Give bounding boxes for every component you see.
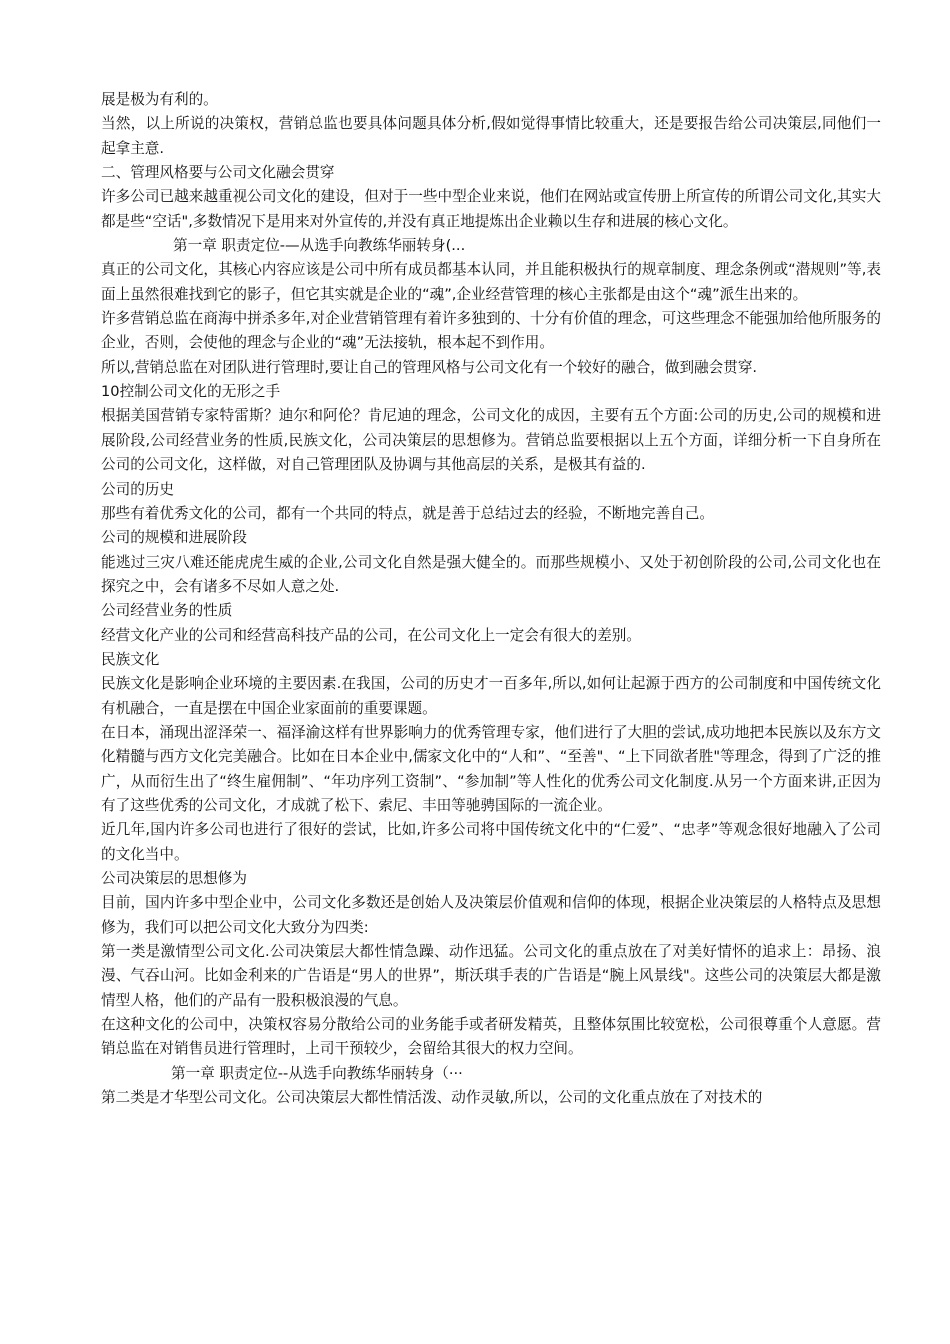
section-heading: 10控制公司文化的无形之手 xyxy=(101,383,281,401)
paragraph: 许多公司已越来越重视公司文化的建设，但对于一些中型企业来说，他们在网站或宣传册上所宣传的所谓公司文化,其实大都是些“空话",多数情况下是用来对外宣传的,并没有真正地提炼出企业赖以生存和进展的核心文化。 xyxy=(101,188,881,230)
paragraph: 民族文化是影响企业环境的主要因素.在我国，公司的历史才一百多年,所以,如何让起源于西方的公司制度和中国传统文化有机融合，一直是摆在中国企业家面前的重要课题。 xyxy=(101,675,881,717)
paragraph: 当然，以上所说的决策权，营销总监也要具体问题具体分析,假如觉得事情比较重大，还是要报告给公司决策层,同他们一起拿主意. xyxy=(101,115,881,157)
paragraph: 在这种文化的公司中，决策权容易分散给公司的业务能手或者研发精英，且整体氛围比较宽松，公司很尊重个人意愿。营销总监在对销售员进行管理时，上司干预较少，会留给其很大的权力空间。 xyxy=(101,1016,881,1058)
chapter-running-header: 第一章 职责定位--从选手向教练华丽转身（··· xyxy=(171,1064,463,1082)
paragraph: 那些有着优秀文化的公司，都有一个共同的特点，就是善于总结过去的经验，不断地完善自己。 xyxy=(101,504,714,522)
paragraph: 真正的公司文化，其核心内容应该是公司中所有成员都基本认同，并且能积极执行的规章制度、理念条例或“潜规则”等,表面上虽然很难找到它的影子，但它其实就是企业的“魂”,企业经营管理的核心主张都是由这个“魂”派生出来的。 xyxy=(101,261,881,303)
subsection-heading: 公司经营业务的性质 xyxy=(101,602,233,620)
paragraph: 在日本，涌现出涩泽荣一、福泽渝这样有世界影响力的优秀管理专家，他们进行了大胆的尝试,成功地把本民族以及东方文化精髓与西方文化完美融合。比如在日本企业中,儒家文化中的“人和”、“至善"、“上下同欲者胜"等理念，得到了广泛的推广，从而衍生出了“终生雇佣制”、“年功序列工资制”、“参加制”等人性化的优秀公司文化制度.从另一个方面来讲,正因为有了这些优秀的公司文化，才成就了松下、索尼、丰田等驰骋国际的一流企业。 xyxy=(101,723,881,814)
paragraph: 第二类是才华型公司文化。公司决策层大都性情活泼、动作灵敏,所以，公司的文化重点放在了对技术的 xyxy=(101,1089,763,1107)
paragraph: 近几年,国内许多公司也进行了很好的尝试，比如,许多公司将中国传统文化中的“仁爱”、“忠孝”等观念很好地融入了公司的文化当中。 xyxy=(101,821,881,863)
paragraph: 根据美国营销专家特雷斯？迪尔和阿伦？肯尼迪的理念，公司文化的成因，主要有五个方面:公司的历史,公司的规模和进展阶段,公司经营业务的性质,民族文化，公司决策层的思想修为。营销总监要根据以上五个方面，详细分析一下自身所在公司的公司文化，这样做，对自己管理团队及协调与其他高层的关系，是极其有益的. xyxy=(101,407,881,474)
chapter-running-header: 第一章 职责定位-—从选手向教练华丽转身(... xyxy=(173,237,466,255)
subsection-heading: 公司的规模和进展阶段 xyxy=(101,529,247,547)
paragraph: 展是极为有利的。 xyxy=(101,91,218,108)
document-body xyxy=(101,88,881,1110)
paragraph: 经营文化产业的公司和经营高科技产品的公司，在公司文化上一定会有很大的差别。 xyxy=(101,626,641,644)
paragraph: 第一类是激情型公司文化.公司决策层大都性情急躁、动作迅猛。公司文化的重点放在了对美好情怀的追求上：昂扬、浪漫、气吞山河。比如金利来的广告语是“男人的世界”，斯沃琪手表的广告语是“腕上风景线"。这些公司的决策层大都是激情型人格，他们的产品有一股积极浪漫的气息。 xyxy=(101,943,881,1009)
paragraph: 许多营销总监在商海中拼杀多年,对企业营销管理有着许多独到的、十分有价值的理念，可这些理念不能强加给他所服务的企业，否则，会使他的理念与企业的“魂”无法接轨，根本起不到作用。 xyxy=(101,310,881,352)
paragraph: 目前，国内许多中型企业中，公司文化多数还是创始人及决策层价值观和信仰的体现，根据企业决策层的人格特点及思想修为，我们可以把公司文化大致分为四类: xyxy=(101,894,881,936)
section-heading: 二、管理风格要与公司文化融会贯穿 xyxy=(101,164,335,182)
subsection-heading: 公司决策层的思想修为 xyxy=(101,870,247,887)
subsection-heading: 民族文化 xyxy=(101,650,160,668)
paragraph: 所以,营销总监在对团队进行管理时,要让自己的管理风格与公司文化有一个较好的融合，做到融会贯穿. xyxy=(101,358,758,376)
subsection-heading: 公司的历史 xyxy=(101,480,174,498)
paragraph: 能逃过三灾八难还能虎虎生威的企业,公司文化自然是强大健全的。而那些规模小、又处于初创阶段的公司,公司文化也在探究之中，会有诸多不尽如人意之处. xyxy=(101,553,881,595)
